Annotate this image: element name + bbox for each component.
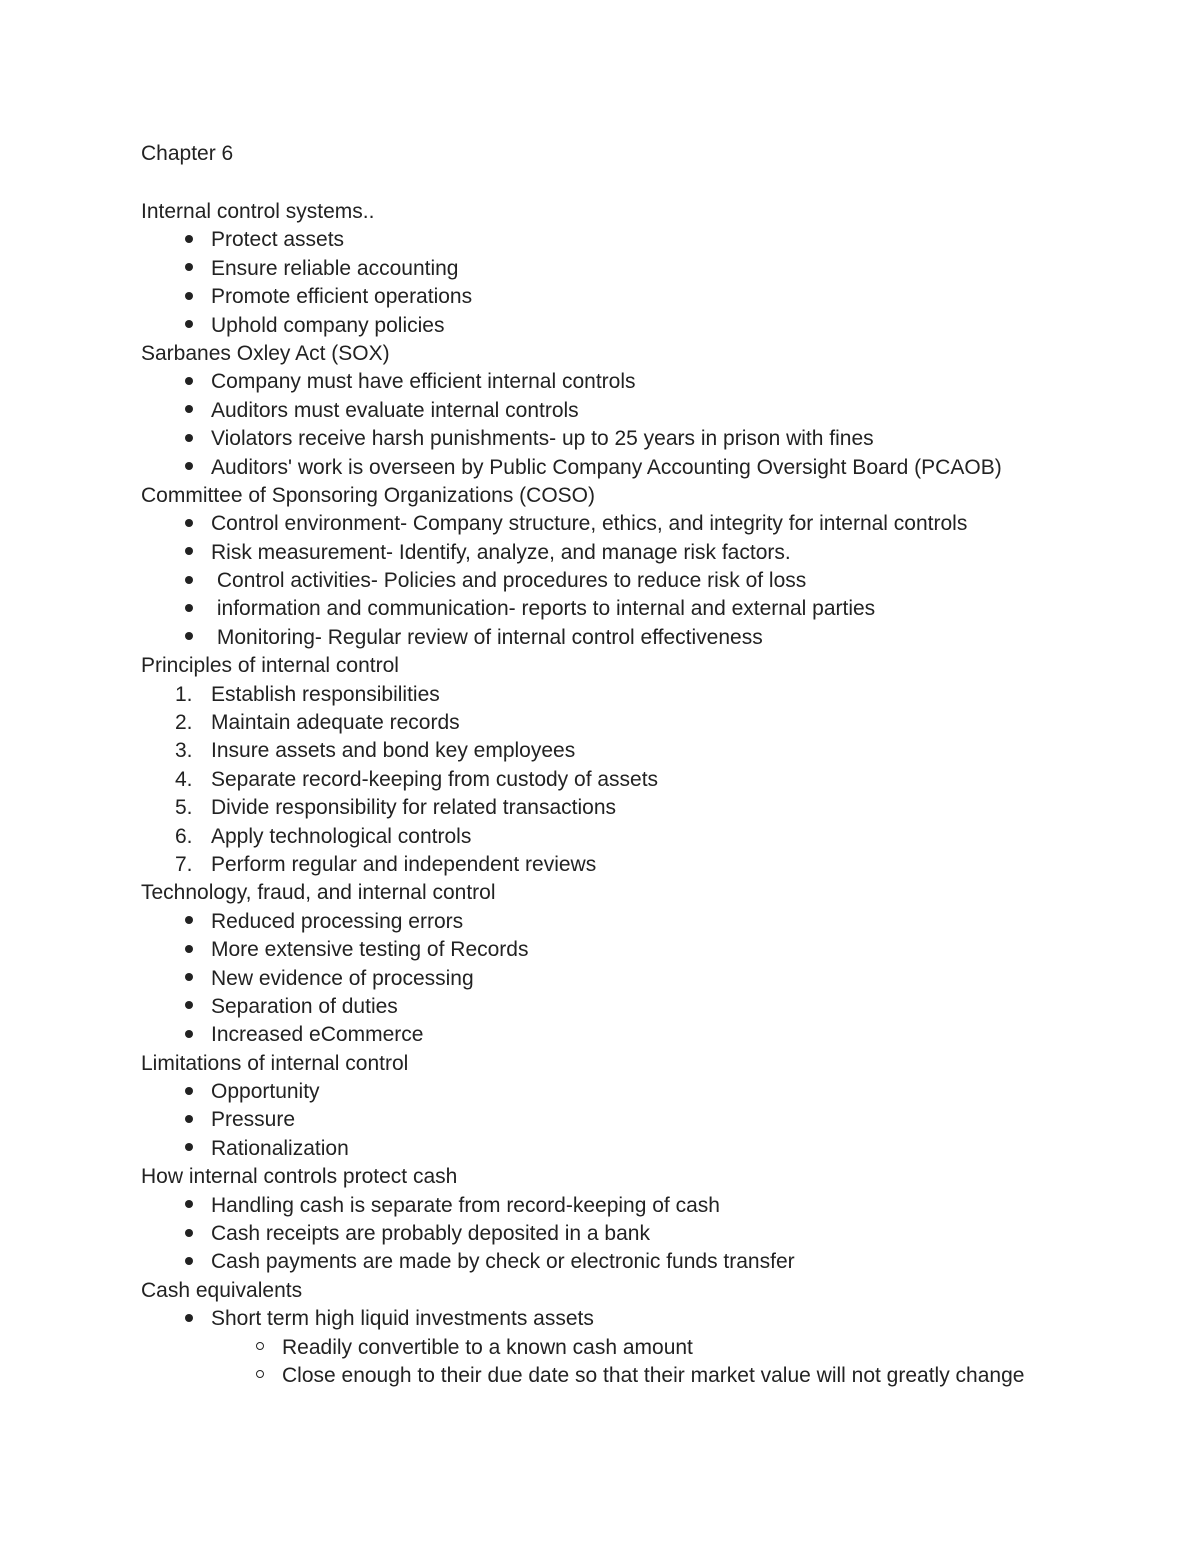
section-heading-technology: Technology, fraud, and internal control [141,881,496,905]
list-item: Auditors' work is overseen by Public Company Accounting Oversight Board (PCAOB) [141,454,1141,482]
bullet-icon [179,425,199,453]
list-number: 2. [175,711,193,735]
list-item: Short term high liquid investments assets [141,1305,1141,1333]
list-number: 6. [175,824,193,848]
list-item: Opportunity [141,1078,1141,1106]
bullet-icon [179,1021,199,1049]
list-item: Company must have efficient internal controls [141,368,1141,396]
section-heading-principles: Principles of internal control [141,654,399,678]
list-number: 3. [175,739,193,763]
blank-line [141,168,1141,198]
list-item: New evidence of processing [141,965,1141,993]
list-item: Cash receipts are probably deposited in a bank [141,1220,1141,1248]
bullet-icon [179,226,199,254]
list-number: 1. [175,682,193,706]
list-item: information and communication- reports to internal and external parties [141,595,1141,623]
bullet-icon [179,993,199,1021]
list-item: Reduced processing errors [141,908,1141,936]
list-item: Handling cash is separate from record-keeping of cash [141,1192,1141,1220]
bullet-icon [179,965,199,993]
hollow-bullet-icon [250,1334,270,1362]
bullet-icon [179,283,199,311]
list-number: 5. [175,796,193,820]
list-item: Risk measurement- Identify, analyze, and manage risk factors. [141,539,1141,567]
list-number: 7. [175,852,193,876]
list-item: Pressure [141,1106,1141,1134]
bullet-icon [179,510,199,538]
bullet-icon [179,1248,199,1276]
bullet-icon [179,624,199,652]
bullet-icon [179,368,199,396]
bullet-icon [179,1220,199,1248]
list-item: Protect assets [141,226,1141,254]
numbered-item: 7. Perform regular and independent reviews [141,851,1141,879]
bullet-icon [179,397,199,425]
sub-list-item: Close enough to their due date so that their market value will not greatly change [141,1362,1141,1390]
section-heading-internal-control-systems: Internal control systems.. [141,199,375,223]
bullet-icon [179,567,199,595]
section-heading-cash-equivalents: Cash equivalents [141,1278,303,1302]
list-item: Uphold company policies [141,312,1141,340]
list-item: Monitoring- Regular review of internal control effectiveness [141,624,1141,652]
bullet-icon [179,1192,199,1220]
list-item: Rationalization [141,1135,1141,1163]
hollow-bullet-icon [250,1362,270,1390]
list-item: Cash payments are made by check or electronic funds transfer [141,1248,1141,1276]
list-item: Increased eCommerce [141,1021,1141,1049]
bullet-icon [179,936,199,964]
numbered-item: 1. Establish responsibilities [141,681,1141,709]
list-item: Violators receive harsh punishments- up to 25 years in prison with fines [141,425,1141,453]
sub-list-item: Readily convertible to a known cash amount [141,1334,1141,1362]
list-item: More extensive testing of Records [141,936,1141,964]
section-heading-sox: Sarbanes Oxley Act (SOX) [141,341,390,365]
bullet-icon [179,1106,199,1134]
document-title: Chapter 6 [141,142,234,165]
list-item: Separation of duties [141,993,1141,1021]
numbered-item: 6. Apply technological controls [141,823,1141,851]
bullet-icon [179,908,199,936]
section-heading-protect-cash: How internal controls protect cash [141,1165,458,1189]
bullet-icon [179,1305,199,1333]
numbered-item: 4. Separate record-keeping from custody of assets [141,766,1141,794]
section-heading-coso: Committee of Sponsoring Organizations (COSO) [141,483,596,507]
bullet-icon [179,1135,199,1163]
list-item: Control activities- Policies and procedures to reduce risk of loss [141,567,1141,595]
list-number: 4. [175,767,193,791]
section-heading-limitations: Limitations of internal control [141,1051,409,1075]
numbered-item: 2. Maintain adequate records [141,709,1141,737]
numbered-item: 3. Insure assets and bond key employees [141,737,1141,765]
bullet-icon [179,312,199,340]
bullet-icon [179,1078,199,1106]
list-item: Promote efficient operations [141,283,1141,311]
bullet-icon [179,595,199,623]
list-item: Control environment- Company structure, ethics, and integrity for internal controls [141,510,1141,538]
bullet-icon [179,539,199,567]
list-item: Auditors must evaluate internal controls [141,397,1141,425]
numbered-item: 5. Divide responsibility for related transactions [141,794,1141,822]
bullet-icon [179,454,199,482]
list-item: Ensure reliable accounting [141,255,1141,283]
document-body [141,140,1141,1390]
bullet-icon [179,255,199,283]
